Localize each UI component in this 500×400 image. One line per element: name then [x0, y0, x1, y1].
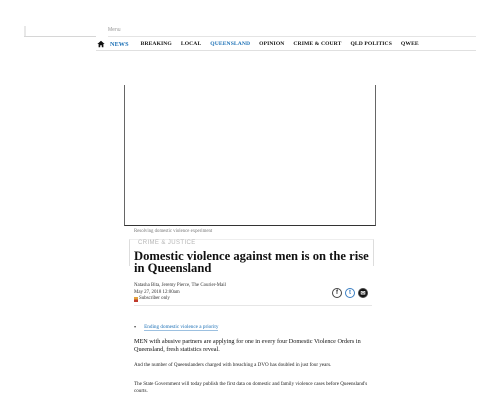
- header-divider-left: [24, 36, 96, 37]
- email-share-icon[interactable]: ✉: [358, 288, 368, 298]
- menu-label[interactable]: Menu: [108, 27, 121, 33]
- header-left-mark: [24, 26, 26, 36]
- bullet-icon: •: [134, 324, 137, 331]
- video-caption: Resolving domestic violence experiment: [134, 229, 213, 234]
- nav-item-queensland[interactable]: QUEENSLAND: [210, 41, 251, 47]
- nav-item-breaking[interactable]: BREAKING: [140, 41, 172, 47]
- facebook-share-icon[interactable]: f: [332, 288, 342, 298]
- subscriber-icon: [134, 297, 138, 302]
- twitter-share-icon[interactable]: t: [345, 288, 355, 298]
- category-label[interactable]: CRIME & JUSTICE: [138, 240, 196, 246]
- article-headline: Domestic violence against men is on the rise in Queensland: [134, 249, 369, 276]
- publish-date: May 27, 2018 12:00am: [134, 289, 180, 295]
- article-paragraph: And the number of Queenslanders charged with breaching a DVO has doubled in just four years.: [134, 362, 332, 368]
- nav-item-news[interactable]: NEWS: [110, 40, 129, 48]
- header-divider: [108, 36, 476, 37]
- share-buttons: [332, 288, 368, 298]
- related-article-link[interactable]: Ending domestic violence a priority: [144, 324, 219, 330]
- nav-item-opinion[interactable]: OPINION: [259, 41, 285, 47]
- nav-divider: [96, 50, 476, 51]
- related-link-item: [134, 324, 218, 331]
- main-nav: [96, 38, 476, 50]
- nav-item-qld-politics[interactable]: QLD POLITICS: [350, 41, 392, 47]
- byline-divider: [134, 305, 372, 306]
- home-icon[interactable]: [96, 39, 106, 49]
- nav-item-local[interactable]: LOCAL: [180, 41, 202, 47]
- author-names: Natasha Bita, Jeremy Pierce, The Courier-Mail: [134, 283, 227, 288]
- subscriber-badge: [134, 296, 226, 303]
- article-paragraph: The State Government will today publish the first data on domestic and family violence cases before Queensland's courts.: [134, 381, 368, 394]
- subscriber-label: Subscriber only: [139, 296, 170, 301]
- article-paragraph: MEN with abusive partners are applying for one in every four Domestic Violence Orders in Queensland, fresh statistics reveal.: [134, 338, 361, 354]
- byline: [134, 283, 226, 303]
- nav-item-qweekend[interactable]: QWEE: [400, 41, 419, 47]
- nav-item-crime-court[interactable]: CRIME & COURT: [293, 41, 342, 47]
- video-player[interactable]: [124, 85, 376, 226]
